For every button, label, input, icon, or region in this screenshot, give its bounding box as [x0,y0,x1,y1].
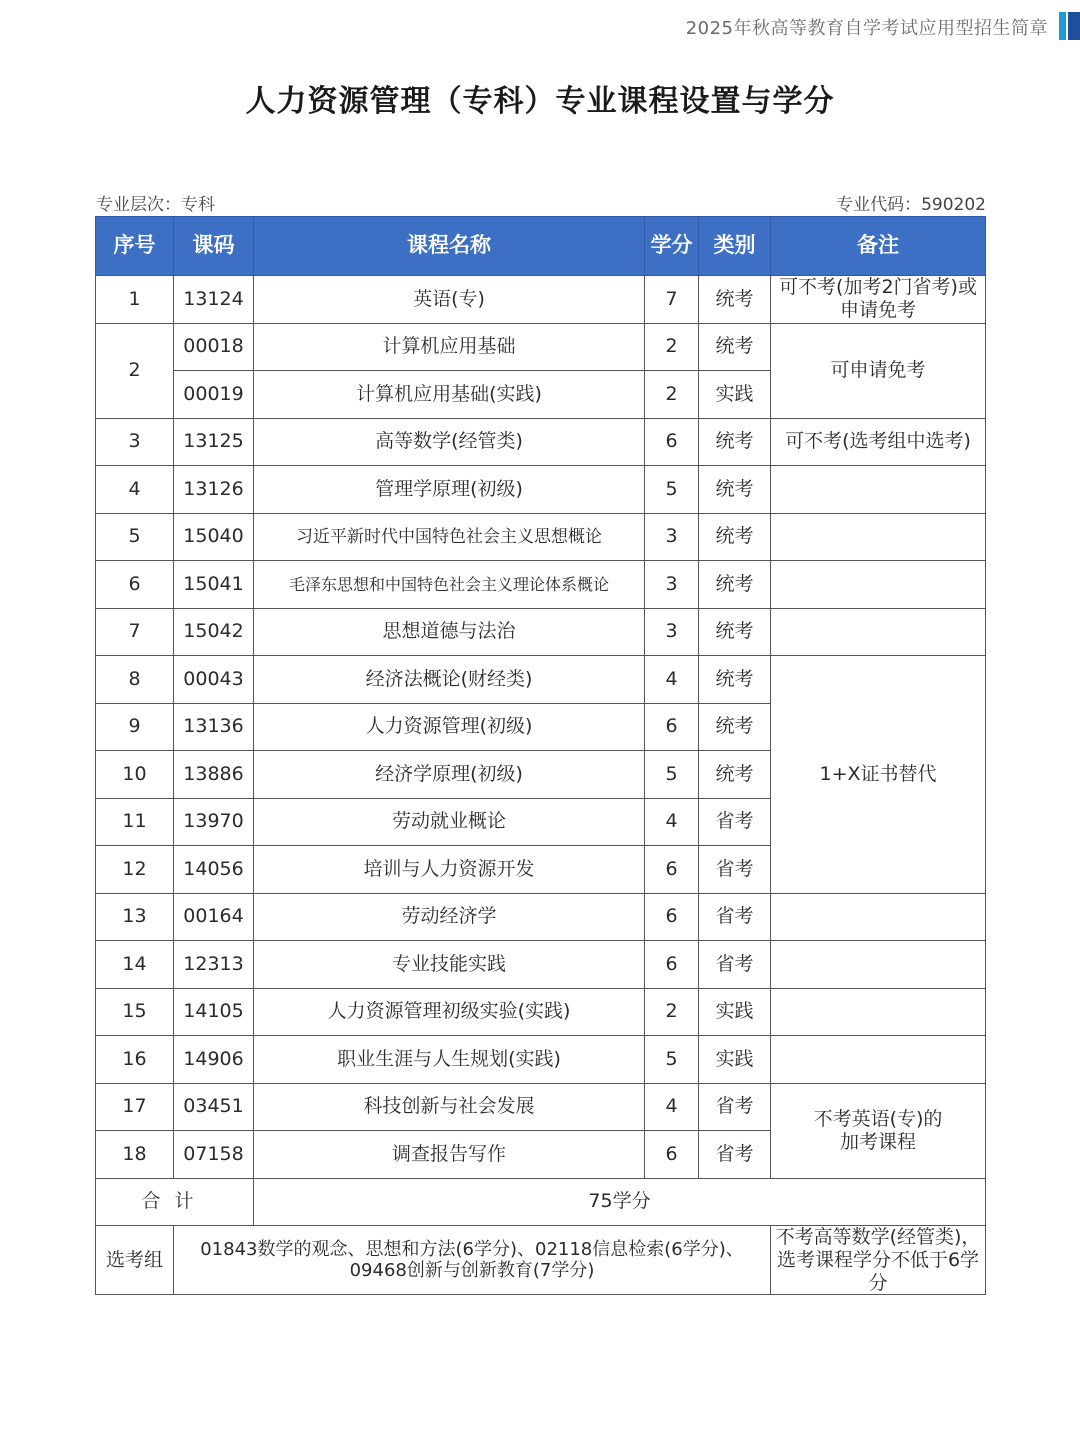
cell-no: 17 [96,1083,174,1131]
cell-code: 15040 [174,513,254,561]
cell-name: 英语(专) [254,276,645,324]
cell-credit: 6 [645,1131,699,1179]
cell-credit: 6 [645,703,699,751]
cell-credit: 5 [645,1036,699,1084]
table-row [96,561,986,609]
cell-name: 经济法概论(财经类) [254,656,645,704]
elective-row [96,1226,986,1295]
cell-note [771,941,986,989]
table-row [96,1083,986,1131]
cell-type: 实践 [699,988,771,1036]
cell-name: 毛泽东思想和中国特色社会主义理论体系概论 [254,561,645,609]
cell-type: 省考 [699,1131,771,1179]
table-row [96,941,986,989]
cell-no: 2 [96,323,174,418]
cell-name: 调查报告写作 [254,1131,645,1179]
cell-no: 4 [96,466,174,514]
cell-no: 13 [96,893,174,941]
table-row [96,418,986,466]
cell-credit: 2 [645,323,699,371]
course-table [95,216,986,1295]
cell-type: 实践 [699,371,771,419]
cell-code: 14105 [174,988,254,1036]
cell-no: 15 [96,988,174,1036]
cell-credit: 4 [645,798,699,846]
cell-no: 8 [96,656,174,704]
cell-no: 7 [96,608,174,656]
cell-type: 省考 [699,941,771,989]
table-row [96,988,986,1036]
cell-credit: 6 [645,941,699,989]
cell-name: 科技创新与社会发展 [254,1083,645,1131]
cell-type: 省考 [699,1083,771,1131]
header-code: 课码 [174,217,254,276]
cell-note: 不考英语(专)的加考课程 [771,1083,986,1178]
cell-type: 统考 [699,276,771,324]
cell-type: 统考 [699,418,771,466]
cell-note: 可不考(选考组中选考) [771,418,986,466]
cell-no: 6 [96,561,174,609]
table-row [96,513,986,561]
cell-code: 15041 [174,561,254,609]
cell-name: 劳动经济学 [254,893,645,941]
cell-credit: 2 [645,988,699,1036]
cell-code: 12313 [174,941,254,989]
cell-type: 统考 [699,513,771,561]
cell-type: 统考 [699,608,771,656]
cell-code: 14906 [174,1036,254,1084]
cell-no: 10 [96,751,174,799]
cell-name: 管理学原理(初级) [254,466,645,514]
cell-type: 省考 [699,893,771,941]
cell-name: 计算机应用基础(实践) [254,371,645,419]
table-row [96,608,986,656]
accent-bar-light [1059,12,1066,40]
cell-note [771,608,986,656]
cell-note [771,1036,986,1084]
cell-credit: 2 [645,371,699,419]
cell-credit: 6 [645,893,699,941]
cell-code: 00164 [174,893,254,941]
header-type: 类别 [699,217,771,276]
cell-credit: 5 [645,751,699,799]
cell-type: 省考 [699,798,771,846]
elective-note: 不考高等数学(经管类)，选考课程学分不低于6学分 [771,1226,986,1295]
table-row [96,1036,986,1084]
cell-note [771,893,986,941]
cell-code: 13125 [174,418,254,466]
cell-name: 专业技能实践 [254,941,645,989]
table-row [96,276,986,324]
cell-no: 9 [96,703,174,751]
top-banner [0,0,1080,56]
cell-code: 14056 [174,846,254,894]
cell-no: 16 [96,1036,174,1084]
cell-credit: 3 [645,561,699,609]
cell-name: 经济学原理(初级) [254,751,645,799]
major-level: 专业层次：专科 [96,195,215,215]
cell-note: 1+X证书替代 [771,656,986,894]
cell-code: 00019 [174,371,254,419]
cell-no: 3 [96,418,174,466]
total-row [96,1178,986,1226]
header-name: 课程名称 [254,217,645,276]
elective-courses: 01843数学的观念、思想和方法(6学分)、02118信息检索(6学分)、09468创新与创新教育(7学分) [174,1226,771,1295]
table-row [96,323,986,371]
cell-code: 13970 [174,798,254,846]
cell-name: 高等数学(经管类) [254,418,645,466]
cell-credit: 3 [645,513,699,561]
cell-name: 人力资源管理(初级) [254,703,645,751]
table-header-row [96,217,986,276]
cell-name: 职业生涯与人生规划(实践) [254,1036,645,1084]
table-row [96,656,986,704]
cell-note [771,988,986,1036]
cell-credit: 5 [645,466,699,514]
cell-no: 18 [96,1131,174,1179]
cell-type: 统考 [699,561,771,609]
cell-type: 省考 [699,846,771,894]
total-value: 75学分 [254,1178,986,1226]
page-title: 人力资源管理（专科）专业课程设置与学分 [245,84,835,119]
cell-type: 统考 [699,751,771,799]
cell-name: 劳动就业概论 [254,798,645,846]
cell-credit: 6 [645,418,699,466]
cell-code: 00018 [174,323,254,371]
table-row [96,893,986,941]
cell-name: 人力资源管理初级实验(实践) [254,988,645,1036]
cell-note [771,513,986,561]
major-meta [96,190,986,215]
total-label: 合计 [96,1178,254,1226]
table-row [96,466,986,514]
brochure-title: 2025年秋高等教育自学考试应用型招生简章 [685,18,1048,39]
cell-type: 统考 [699,656,771,704]
accent-bar-dark [1068,12,1080,40]
cell-code: 03451 [174,1083,254,1131]
cell-note: 可申请免考 [771,323,986,418]
cell-type: 实践 [699,1036,771,1084]
cell-code: 13136 [174,703,254,751]
cell-type: 统考 [699,703,771,751]
cell-credit: 4 [645,656,699,704]
cell-type: 统考 [699,323,771,371]
elective-label: 选考组 [96,1226,174,1295]
cell-note: 可不考(加考2门省考)或申请免考 [771,276,986,324]
cell-code: 13886 [174,751,254,799]
header-credit: 学分 [645,217,699,276]
cell-no: 5 [96,513,174,561]
cell-note [771,466,986,514]
cell-name: 计算机应用基础 [254,323,645,371]
header-no: 序号 [96,217,174,276]
cell-credit: 3 [645,608,699,656]
cell-code: 15042 [174,608,254,656]
cell-credit: 4 [645,1083,699,1131]
cell-no: 11 [96,798,174,846]
cell-no: 1 [96,276,174,324]
cell-code: 13124 [174,276,254,324]
major-code: 专业代码：590202 [836,195,986,215]
cell-no: 12 [96,846,174,894]
cell-code: 00043 [174,656,254,704]
cell-type: 统考 [699,466,771,514]
cell-name: 培训与人力资源开发 [254,846,645,894]
cell-credit: 6 [645,846,699,894]
cell-name: 习近平新时代中国特色社会主义思想概论 [254,513,645,561]
header-note: 备注 [771,217,986,276]
cell-code: 07158 [174,1131,254,1179]
cell-no: 14 [96,941,174,989]
cell-name: 思想道德与法治 [254,608,645,656]
cell-credit: 7 [645,276,699,324]
cell-code: 13126 [174,466,254,514]
cell-note [771,561,986,609]
